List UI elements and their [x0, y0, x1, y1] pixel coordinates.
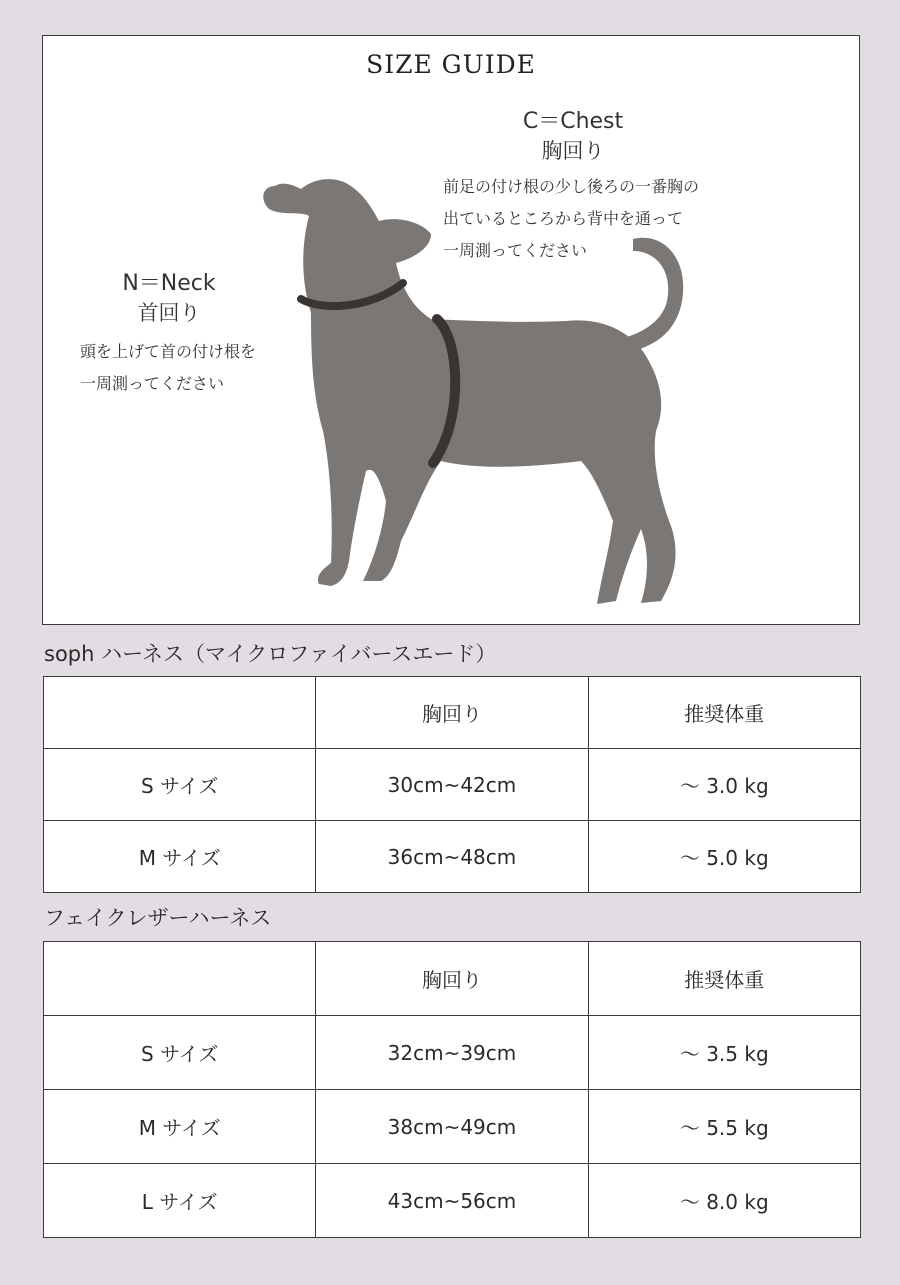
chest-label-jp: 胸回り — [541, 139, 605, 163]
soph-harness-title: soph ハーネス（マイクロファイバースエード） — [44, 642, 497, 666]
header-cell-empty — [44, 942, 316, 1016]
neck-description — [80, 336, 256, 400]
size-guide-panel — [42, 35, 860, 625]
faux-leather-harness-size-table — [43, 941, 861, 1238]
neck-label-jp: 首回り — [137, 301, 201, 325]
chest-desc-line: 一周測ってください — [443, 241, 588, 260]
table-header-row — [44, 677, 861, 749]
weight-cell: ～ 5.0 kg — [588, 821, 861, 893]
table-row — [44, 1164, 861, 1238]
chest-cell: 38cm~49cm — [316, 1090, 588, 1164]
size-guide-title: SIZE GUIDE — [366, 50, 536, 79]
size-cell: M サイズ — [44, 1090, 316, 1164]
header-cell-chest: 胸回り — [316, 677, 588, 749]
weight-cell: ～ 8.0 kg — [588, 1164, 861, 1238]
size-cell: M サイズ — [44, 821, 316, 893]
header-cell-empty — [44, 677, 316, 749]
faux-leather-harness-title: フェイクレザーハーネス — [44, 906, 272, 930]
neck-label-en: N＝Neck — [122, 271, 216, 296]
chest-desc-line: 前足の付け根の少し後ろの一番胸の — [443, 177, 700, 196]
size-cell: L サイズ — [44, 1164, 316, 1238]
chest-label-en: C＝Chest — [522, 109, 624, 134]
dog-silhouette-illustration — [43, 36, 861, 626]
table-row — [44, 1090, 861, 1164]
header-cell-chest: 胸回り — [316, 942, 588, 1016]
weight-cell: ～ 3.5 kg — [588, 1016, 861, 1090]
size-cell: S サイズ — [44, 1016, 316, 1090]
weight-cell: ～ 3.0 kg — [588, 749, 861, 821]
neck-desc-line: 頭を上げて首の付け根を — [80, 342, 257, 361]
chest-label — [513, 108, 633, 166]
table-row — [44, 749, 861, 821]
neck-desc-line: 一周測ってください — [80, 374, 225, 393]
chest-cell: 32cm~39cm — [316, 1016, 588, 1090]
header-cell-weight: 推奨体重 — [588, 942, 861, 1016]
header-cell-weight: 推奨体重 — [588, 677, 861, 749]
chest-description — [443, 171, 699, 267]
size-cell: S サイズ — [44, 749, 316, 821]
neck-label — [109, 270, 229, 328]
table-row — [44, 821, 861, 893]
chest-cell: 43cm~56cm — [316, 1164, 588, 1238]
table-row — [44, 1016, 861, 1090]
chest-desc-line: 出ているところから背中を通って — [443, 209, 684, 228]
weight-cell: ～ 5.5 kg — [588, 1090, 861, 1164]
chest-cell: 30cm~42cm — [316, 749, 588, 821]
soph-harness-size-table — [43, 676, 861, 893]
chest-cell: 36cm~48cm — [316, 821, 588, 893]
table-header-row — [44, 942, 861, 1016]
